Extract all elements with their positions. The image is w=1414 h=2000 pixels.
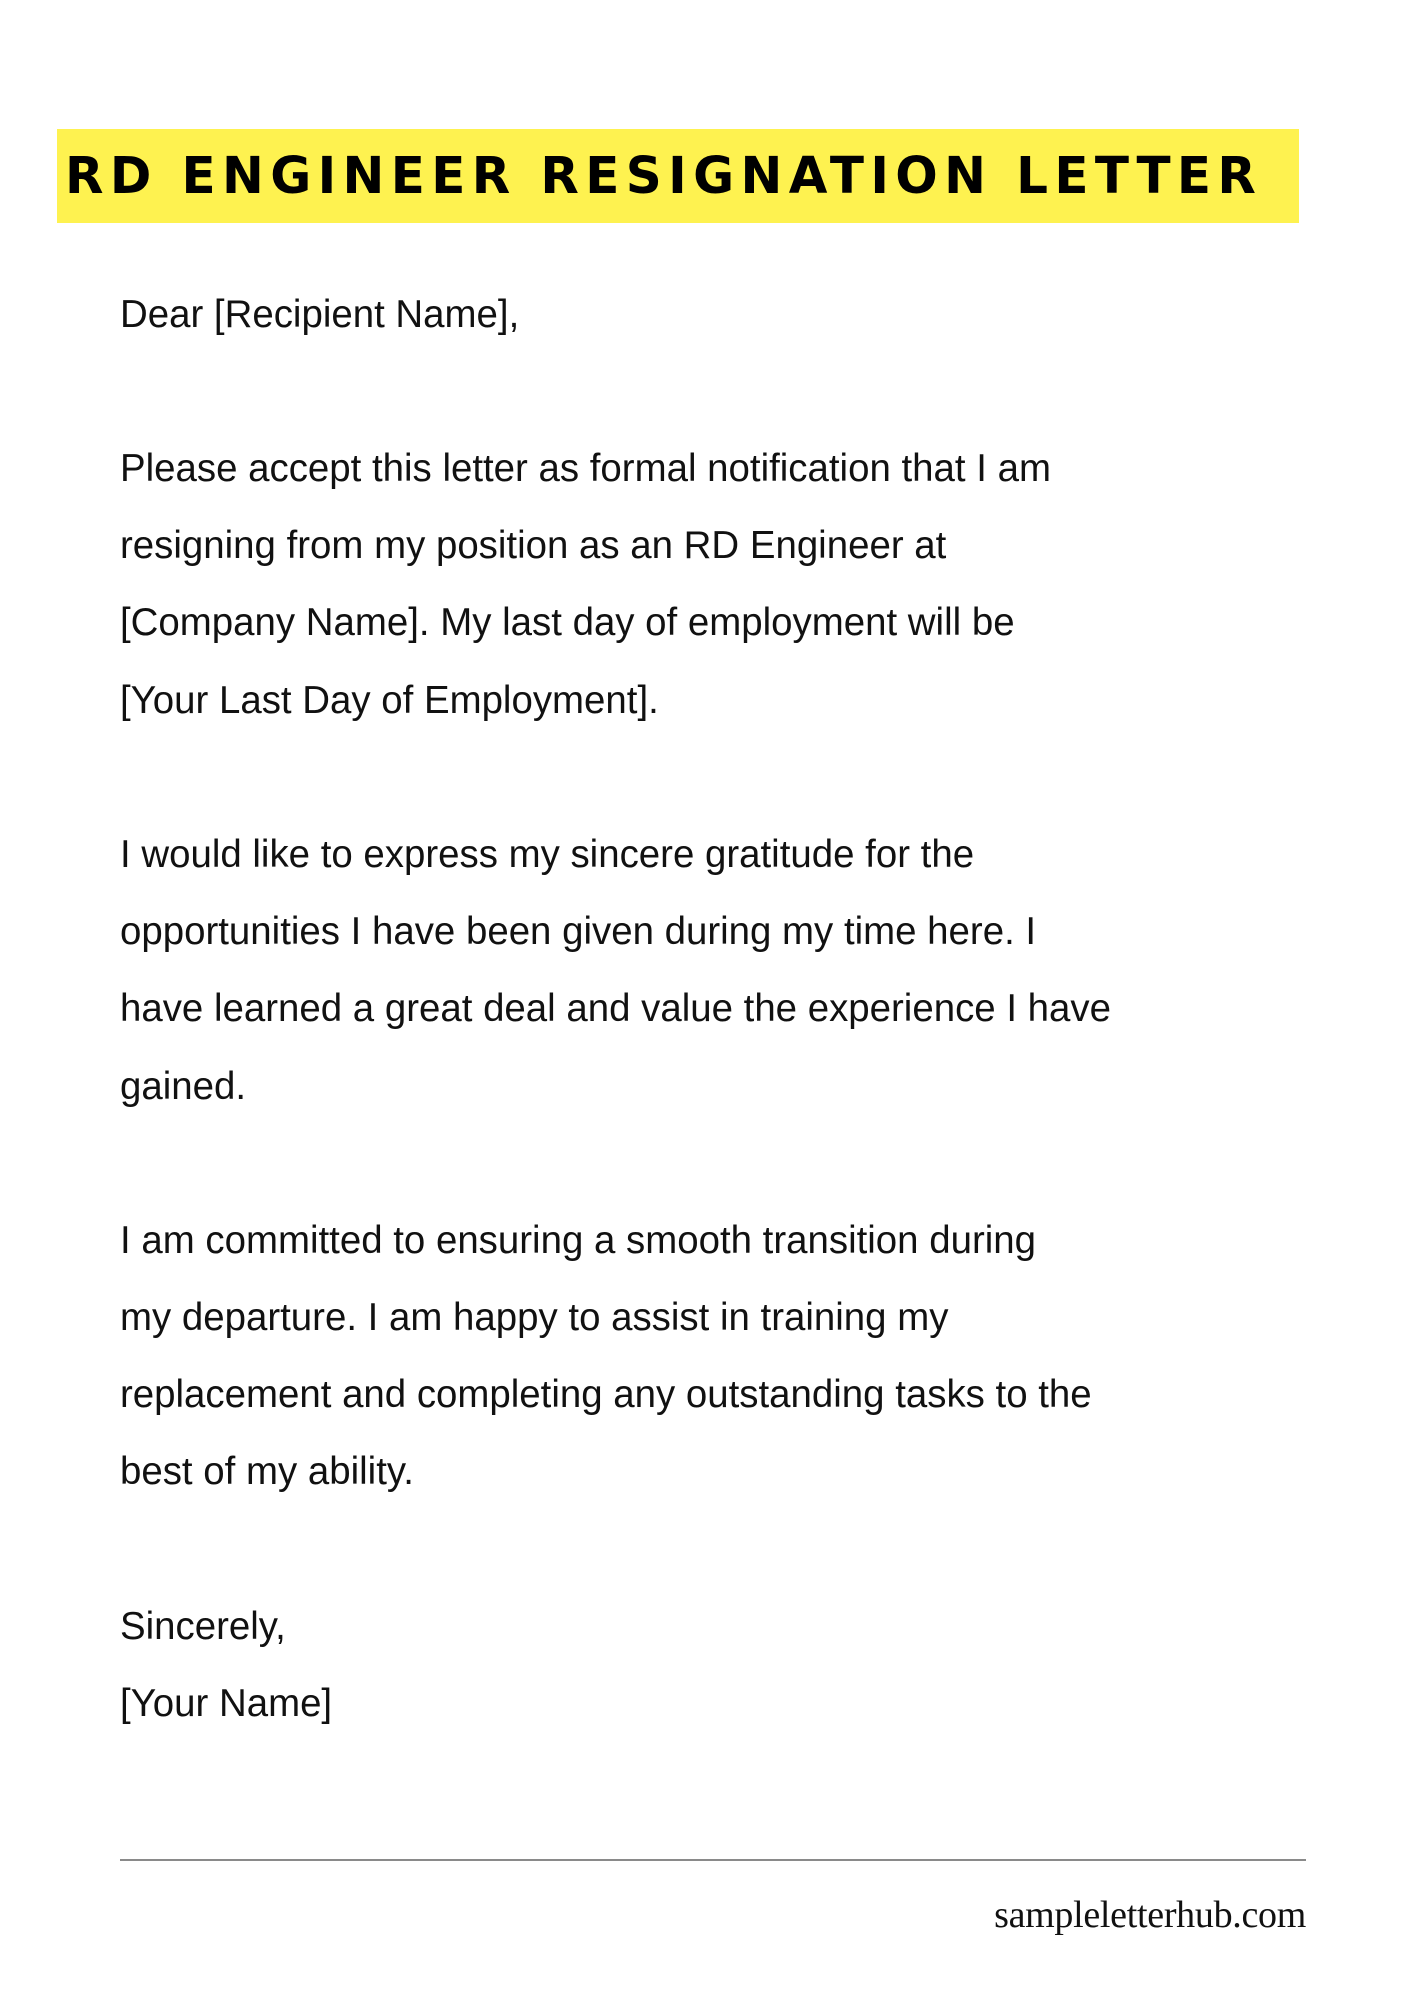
closing: Sincerely, xyxy=(120,1605,286,1648)
salutation: Dear [Recipient Name], xyxy=(120,293,520,336)
paragraph-3-line-1: I am committed to ensuring a smooth transition during xyxy=(120,1219,1037,1262)
paragraph-1-line-4: [Your Last Day of Employment]. xyxy=(120,679,659,722)
footer-site-link[interactable]: sampleletterhub.com xyxy=(994,1894,1306,1936)
page-title: RD ENGINEER RESIGNATION LETTER xyxy=(65,146,1263,206)
footer-divider xyxy=(120,1859,1306,1861)
paragraph-2-line-1: I would like to express my sincere gratitude for the xyxy=(120,833,975,876)
paragraph-1-line-2: resigning from my position as an RD Engineer at xyxy=(120,524,947,567)
paragraph-1-line-1: Please accept this letter as formal notification that I am xyxy=(120,447,1051,490)
paragraph-2-line-3: have learned a great deal and value the experience I have xyxy=(120,987,1111,1030)
signature: [Your Name] xyxy=(120,1682,333,1725)
paragraph-3-line-4: best of my ability. xyxy=(120,1450,414,1493)
paragraph-2-line-4: gained. xyxy=(120,1065,247,1108)
paragraph-1-line-3: [Company Name]. My last day of employment will be xyxy=(120,601,1015,644)
paragraph-3-line-2: my departure. I am happy to assist in training my xyxy=(120,1296,949,1339)
paragraph-2-line-2: opportunities I have been given during my time here. I xyxy=(120,910,1037,953)
paragraph-3-line-3: replacement and completing any outstanding tasks to the xyxy=(120,1373,1092,1416)
title-highlight xyxy=(57,129,1299,223)
